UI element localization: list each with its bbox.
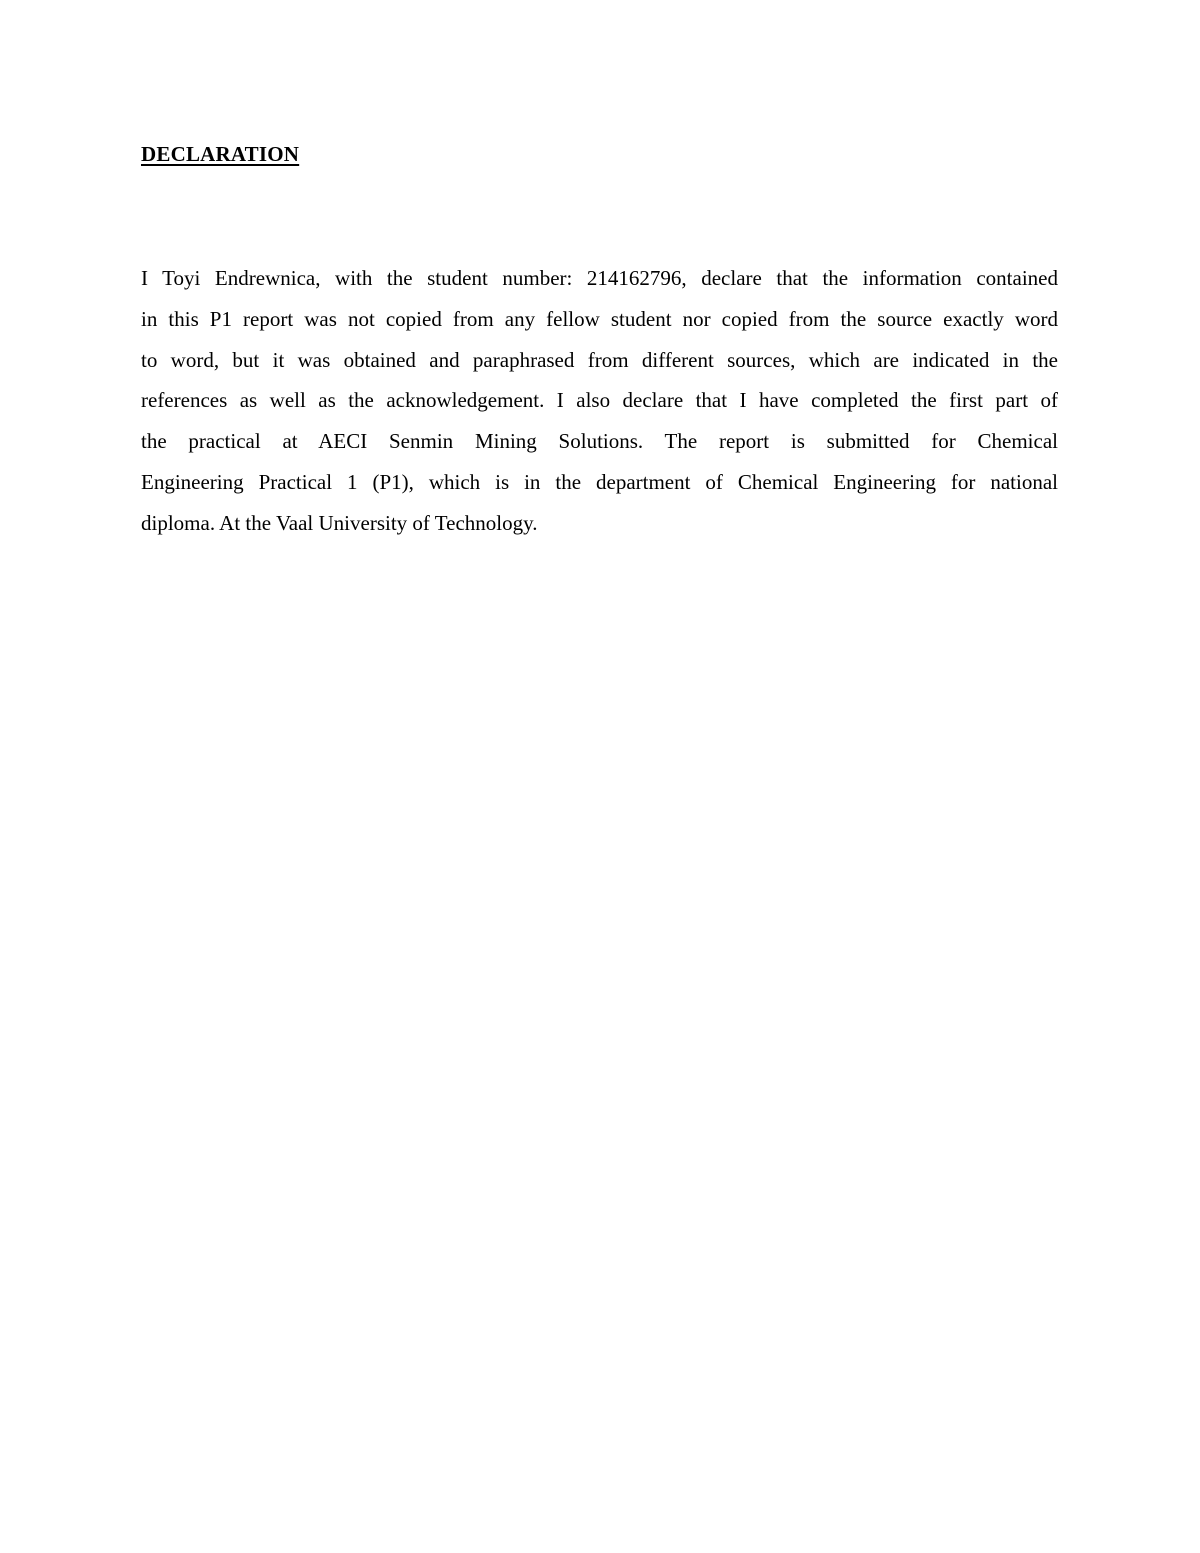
paragraph-line-5: the practical at AECI Senmin Mining Solutions. The report is submitted for Chemical bbox=[141, 429, 1058, 454]
declaration-heading: DECLARATION bbox=[141, 142, 300, 166]
paragraph-line-3: to word, but it was obtained and paraphrased from different sources, which are indicated in the bbox=[141, 347, 1058, 372]
paragraph-line-2: in this P1 report was not copied from any fellow student nor copied from the source exactly word bbox=[141, 306, 1058, 331]
paragraph-line-4: references as well as the acknowledgement. I also declare that I have completed the first part of bbox=[141, 388, 1058, 413]
paragraph-line-6: Engineering Practical 1 (P1), which is in the department of Chemical Engineering for national bbox=[141, 469, 1058, 494]
paragraph-line-1: I Toyi Endrewnica, with the student number: 214162796, declare that the information contained bbox=[141, 266, 1058, 290]
declaration-paragraph bbox=[141, 258, 1058, 544]
paragraph-line-7: diploma. At the Vaal University of Technology. bbox=[141, 510, 538, 535]
